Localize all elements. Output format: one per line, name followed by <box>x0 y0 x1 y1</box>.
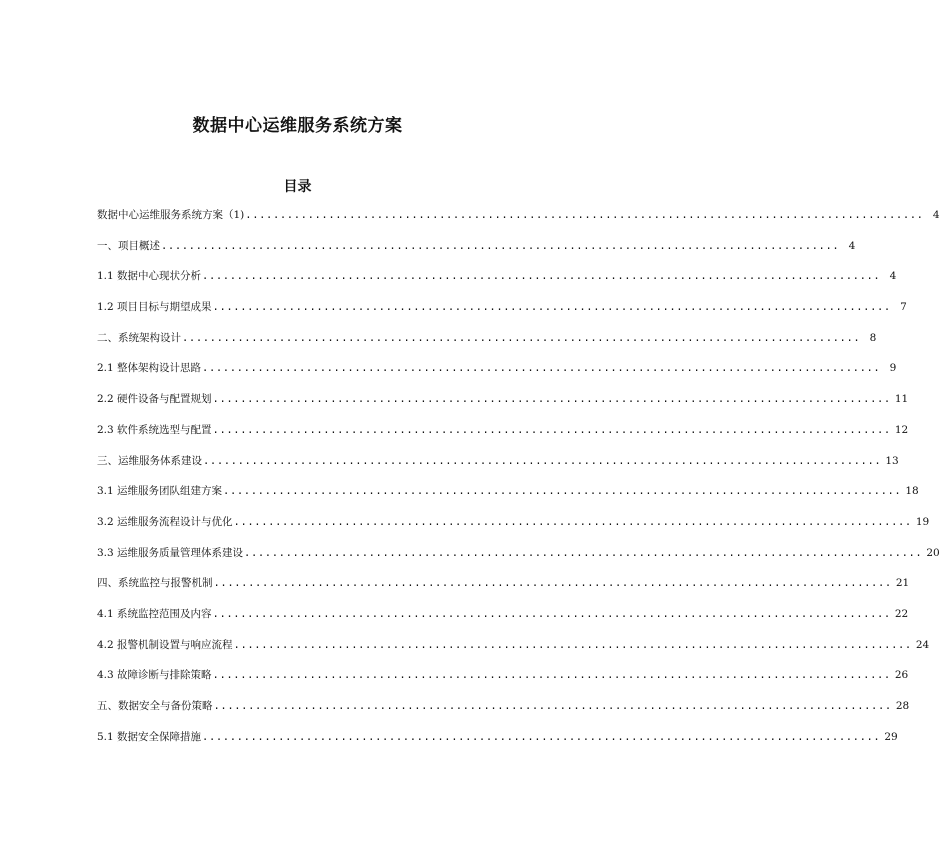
toc-dot-leader: .................................................................................................. <box>203 454 882 467</box>
toc-entry-label: 2.2 硬件设备与配置规划 <box>97 393 212 406</box>
toc-entry[interactable] <box>97 207 940 238</box>
toc-entry-label: 4.3 故障诊断与排除策略 <box>97 669 212 682</box>
toc-page-number: 19 <box>915 515 930 528</box>
toc-entry-label: 3.1 运维服务团队组建方案 <box>97 485 223 498</box>
toc-page-number: 4 <box>932 209 940 221</box>
toc-entry-label: 三、运维服务体系建设 <box>97 454 202 467</box>
toc-entry[interactable] <box>97 667 909 698</box>
toc-entry-label: 5.1 数据安全保障措施 <box>97 730 202 743</box>
toc-dot-leader: .................................................................................................. <box>182 331 861 344</box>
toc-page-number: 18 <box>905 485 919 498</box>
toc-dot-leader: .................................................................................................. <box>223 485 902 498</box>
toc-dot-leader: .................................................................................................. <box>212 607 891 620</box>
toc-entry-label: 2.1 整体架构设计思路 <box>97 362 202 375</box>
toc-dot-leader: .................................................................................................. <box>233 515 912 528</box>
toc-page-number: 8 <box>869 331 877 344</box>
toc-dot-leader: .................................................................................................. <box>212 393 891 406</box>
document-title: 数据中心运维服务系统方案 <box>192 116 403 137</box>
toc-page-number: 13 <box>885 454 899 467</box>
toc-entry-label: 四、系统监控与报警机制 <box>97 577 213 590</box>
toc-page-number: 12 <box>894 423 909 436</box>
toc-page-number: 22 <box>894 607 909 620</box>
toc-entry-label: 4.1 系统监控范围及内容 <box>97 607 212 620</box>
toc-dot-leader: .................................................................................................. <box>245 209 924 221</box>
toc-dot-leader: .................................................................................................. <box>212 669 891 682</box>
toc-dot-leader: .................................................................................................. <box>213 577 892 590</box>
toc-entry[interactable] <box>97 729 898 760</box>
toc-entry[interactable] <box>97 453 899 484</box>
toc-entry[interactable] <box>97 637 930 668</box>
toc-dot-leader: .................................................................................................. <box>233 638 912 651</box>
toc-entry-label: 一、项目概述 <box>97 239 160 252</box>
toc-page-number: 4 <box>848 239 856 252</box>
toc-dot-leader: .................................................................................................. <box>212 301 891 314</box>
toc-entry-label: 1.2 项目目标与期望成果 <box>97 301 212 314</box>
toc-dot-leader: .................................................................................................. <box>202 270 881 283</box>
toc-entry[interactable] <box>97 698 910 729</box>
toc-entry-label: 数据中心运维服务系统方案（1) <box>97 209 245 221</box>
toc-entry[interactable] <box>97 545 940 576</box>
toc-page-number: 4 <box>889 270 897 283</box>
toc-entry[interactable] <box>97 422 909 453</box>
toc-page-number: 9 <box>889 362 897 375</box>
toc-page-number: 29 <box>884 730 898 743</box>
toc-entry[interactable] <box>97 299 907 330</box>
toc-entry[interactable] <box>97 330 877 361</box>
toc-page-number: 7 <box>900 301 907 314</box>
toc-entry-label: 4.2 报警机制设置与响应流程 <box>97 638 233 651</box>
toc-dot-leader: .................................................................................................. <box>202 362 881 375</box>
toc-dot-leader: .................................................................................................. <box>202 730 881 743</box>
toc-entry[interactable] <box>97 268 897 299</box>
toc-entry-label: 3.2 运维服务流程设计与优化 <box>97 515 233 528</box>
toc-entry[interactable] <box>97 575 910 606</box>
toc-dot-leader: .................................................................................................. <box>212 423 891 436</box>
toc-page-number: 26 <box>894 669 909 682</box>
table-of-contents <box>97 207 940 759</box>
toc-entry-label: 二、系统架构设计 <box>97 331 181 344</box>
toc-page-number: 21 <box>895 577 910 590</box>
toc-dot-leader: .................................................................................................. <box>161 239 840 252</box>
toc-entry[interactable] <box>97 360 897 391</box>
toc-page-number: 24 <box>915 638 930 651</box>
toc-entry-label: 3.3 运维服务质量管理体系建设 <box>97 546 244 559</box>
toc-dot-leader: .................................................................................................. <box>244 546 923 559</box>
toc-entry[interactable] <box>97 606 909 637</box>
toc-entry[interactable] <box>97 238 856 269</box>
toc-page-number: 28 <box>895 700 910 712</box>
toc-entry-label: 2.3 软件系统选型与配置 <box>97 423 212 436</box>
toc-entry-label: 五、数据安全与备份策略 <box>97 700 213 712</box>
toc-dot-leader: .................................................................................................. <box>213 700 892 712</box>
toc-heading: 目录 <box>283 178 312 195</box>
toc-entry[interactable] <box>97 483 919 514</box>
toc-entry[interactable] <box>97 391 909 422</box>
toc-page-number: 11 <box>894 393 909 406</box>
toc-entry-label: 1.1 数据中心现状分析 <box>97 270 202 283</box>
toc-entry[interactable] <box>97 514 930 545</box>
toc-page-number: 20 <box>926 546 940 559</box>
